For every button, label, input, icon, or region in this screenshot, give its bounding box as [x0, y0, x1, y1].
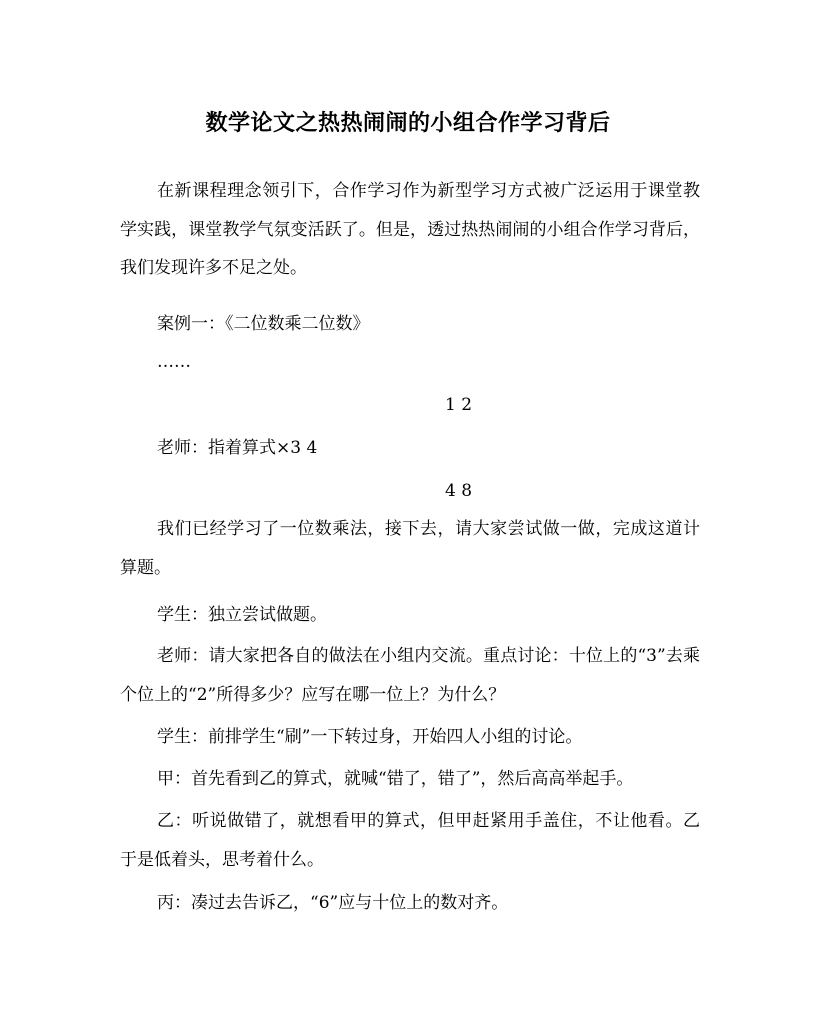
student-line-2: 学生：前排学生“刷”一下转过身，开始四人小组的讨论。 [157, 727, 583, 747]
student-bing: 丙：凑过去告诉乙，“6”应与十位上的数对齐。 [157, 893, 509, 913]
intro-paragraph: 在新课程理念领引下，合作学习作为新型学习方式被广泛运用于课堂教学实践，课堂教学气氛变活跃了。但是，透过热热闹闹的小组合作学习背后，我们发现许多不足之处。 [120, 181, 700, 278]
calc-multiplicand: 1 2 [445, 395, 473, 415]
student-jia: 甲：首先看到乙的算式，就喊“错了，错了”，然后高高举起手。 [157, 769, 634, 789]
teacher-line-1-continued: 我们已经学习了一位数乘法，接下去，请大家尝试做一做，完成这道计算题。 [120, 519, 700, 578]
calc-product: 4 8 [445, 481, 473, 501]
student-yi: 乙：听说做错了，就想看甲的算式，但甲赶紧用手盖住，不让他看。乙于是低着头，思考着什么。 [120, 811, 700, 870]
teacher-line-2: 老师：请大家把各自的做法在小组内交流。重点讨论：十位上的“3”去乘个位上的“2”所得多少？应写在哪一位上？为什么？ [120, 646, 700, 705]
teacher-line-1: 老师：指着算式×3 4 [157, 438, 318, 458]
student-line-1: 学生：独立尝试做题。 [157, 605, 327, 625]
document-title: 数学论文之热热闹闹的小组合作学习背后 [205, 110, 611, 136]
ellipsis: …… [157, 352, 191, 372]
case-title: 案例一：《二位数乘二位数》 [157, 314, 370, 334]
